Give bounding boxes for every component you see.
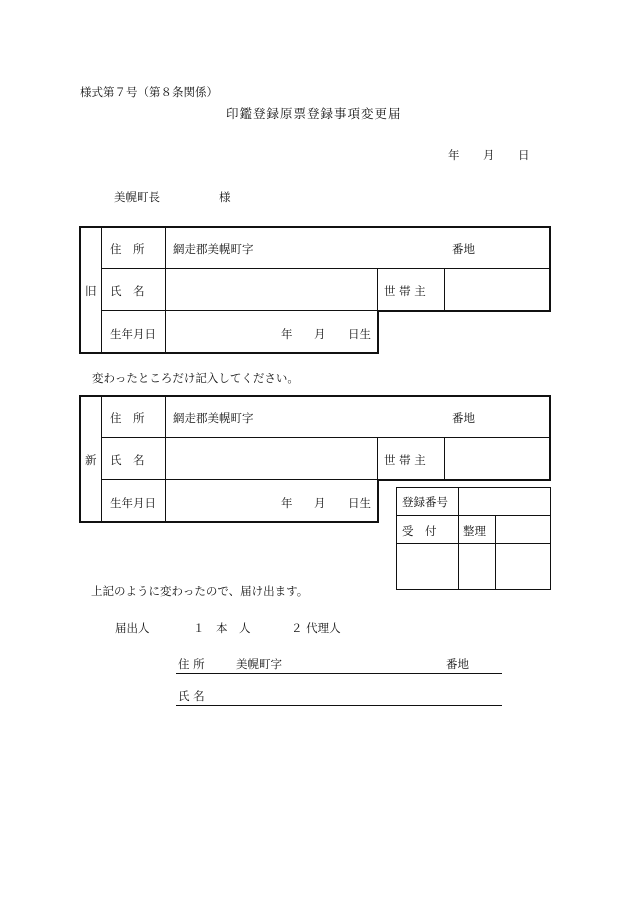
- applicant-address-line[interactable]: [176, 673, 502, 674]
- new-birth-month: 月: [314, 496, 326, 510]
- new-birth-year: 年: [281, 496, 293, 510]
- old-address-suffix: 番地: [452, 242, 475, 256]
- new-name-field[interactable]: [167, 439, 376, 478]
- processed-label: 整理: [463, 524, 486, 538]
- date-month-label: 月: [483, 148, 495, 162]
- applicant-address-prefix: 美幌町字: [236, 657, 282, 671]
- new-householder-field[interactable]: [446, 439, 548, 478]
- date-year-label: 年: [448, 148, 460, 162]
- addressee: 美幌町長: [114, 190, 160, 204]
- applicant-label: 届出人: [115, 621, 150, 635]
- old-householder-field[interactable]: [446, 270, 548, 309]
- applicant-address-suffix: 番地: [446, 657, 469, 671]
- new-birth-label: 生年月日: [110, 496, 156, 510]
- old-section-label: 旧: [85, 284, 97, 298]
- new-name-label: 氏 名: [110, 453, 145, 467]
- applicant-address-label: 住 所: [178, 657, 205, 671]
- received-label: 受 付: [402, 524, 437, 538]
- instruction-note: 変わったところだけ記入してください。: [92, 371, 299, 385]
- old-address-prefix: 網走郡美幌町字: [173, 242, 254, 256]
- old-birth-month: 月: [314, 327, 326, 341]
- old-householder-label: 世 帯 主: [384, 284, 426, 298]
- new-birth-day: 日生: [348, 496, 371, 510]
- new-address-suffix: 番地: [452, 411, 475, 425]
- new-address-label: 住 所: [110, 411, 145, 425]
- old-birth-year: 年: [281, 327, 293, 341]
- applicant-option-self[interactable]: １ 本 人: [193, 621, 251, 635]
- old-birth-day: 日生: [348, 327, 371, 341]
- date-day-label: 日: [518, 148, 530, 162]
- form-title: 印鑑登録原票登録事項変更届: [226, 106, 402, 121]
- old-name-label: 氏 名: [110, 284, 145, 298]
- reg-number-label: 登録番号: [402, 495, 448, 509]
- addressee-honorific: 様: [219, 190, 231, 204]
- old-name-field[interactable]: [167, 270, 376, 309]
- declaration-text: 上記のように変わったので、届け出ます。: [91, 584, 309, 598]
- applicant-name-line[interactable]: [176, 705, 502, 706]
- old-birth-label: 生年月日: [110, 327, 156, 341]
- new-address-prefix: 網走郡美幌町字: [173, 411, 254, 425]
- applicant-name-label: 氏 名: [178, 689, 205, 703]
- old-address-label: 住 所: [110, 242, 145, 256]
- new-section-label: 新: [85, 453, 97, 467]
- applicant-option-proxy[interactable]: ２ 代理人: [291, 621, 341, 635]
- form-number: 様式第７号（第８条関係）: [80, 85, 218, 99]
- new-householder-label: 世 帯 主: [384, 453, 426, 467]
